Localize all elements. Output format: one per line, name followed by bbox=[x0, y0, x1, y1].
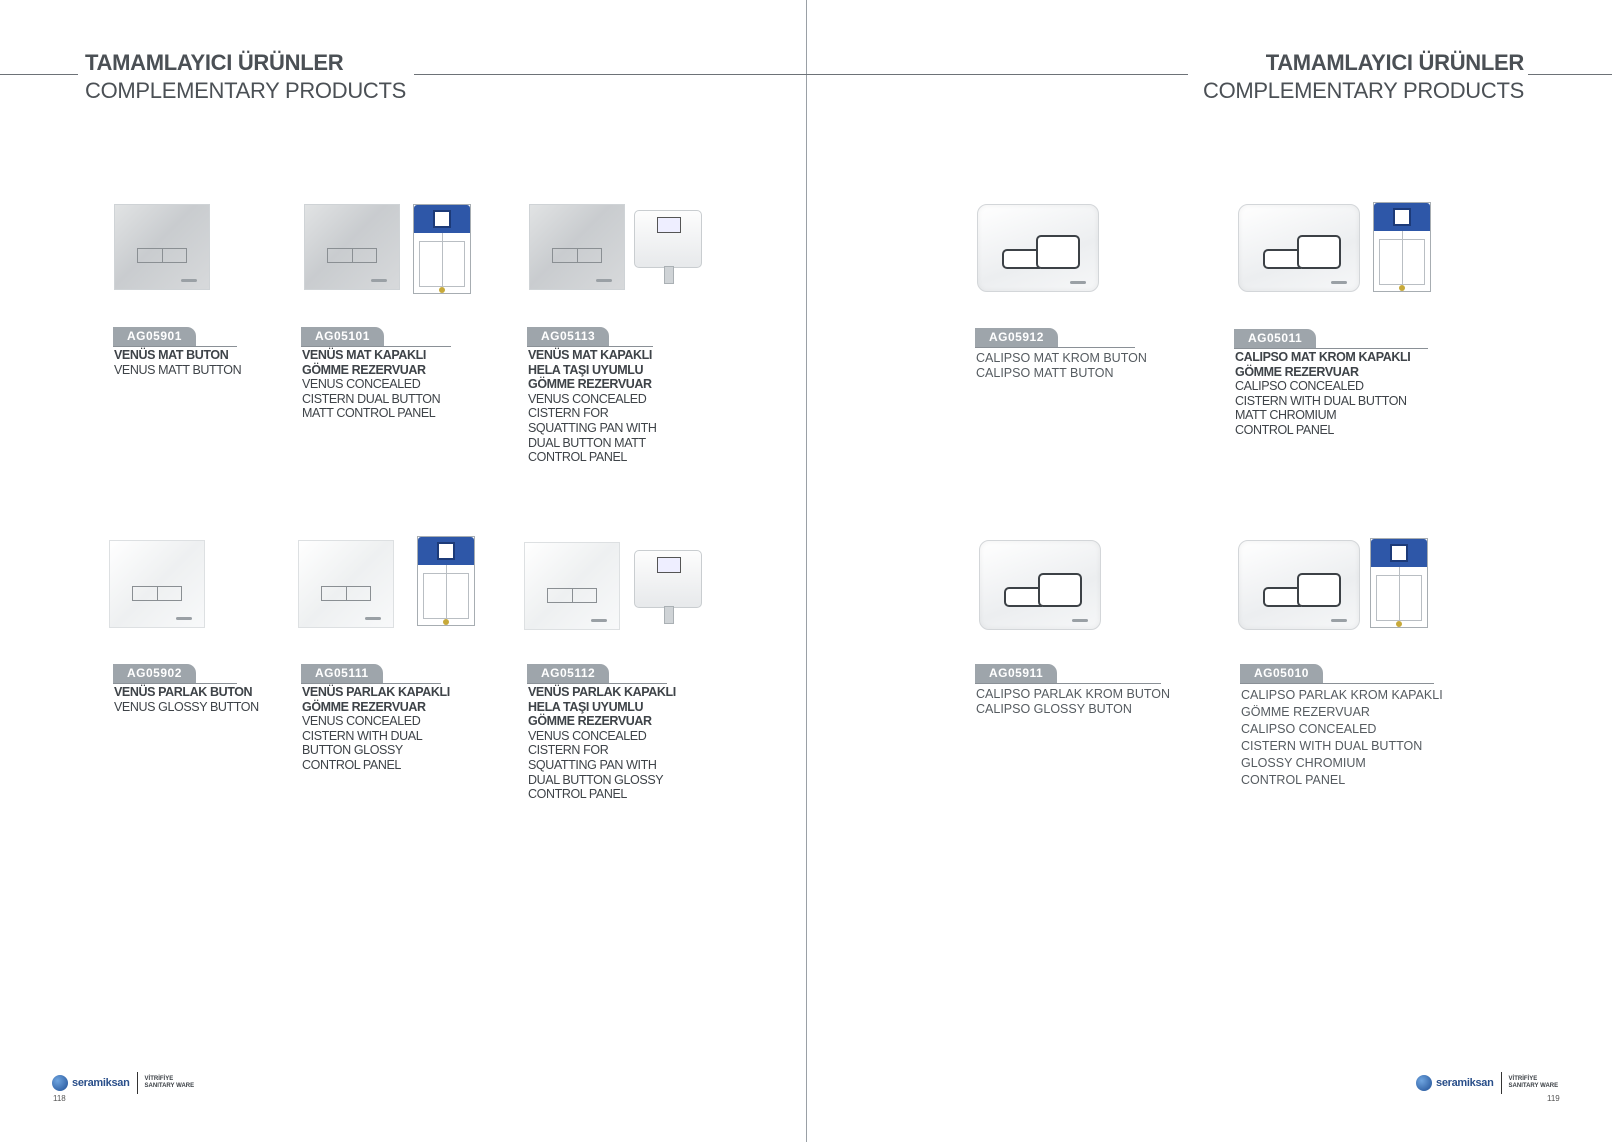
concealed-cistern-frame-image bbox=[1370, 538, 1428, 628]
code-underline bbox=[975, 683, 1161, 684]
calipso-glossy-plate-image bbox=[979, 540, 1101, 630]
product-code-badge: AG05112 bbox=[527, 664, 609, 683]
page-title: TAMAMLAYICI ÜRÜNLER bbox=[85, 50, 344, 75]
right-page bbox=[806, 0, 1612, 1142]
code-underline bbox=[301, 683, 441, 684]
code-underline bbox=[113, 346, 237, 347]
product-code-badge: AG05010 bbox=[1240, 664, 1323, 683]
calipso-matt-plate-image bbox=[977, 204, 1099, 292]
page-number-right: 119 bbox=[1547, 1094, 1560, 1103]
product-description: CALIPSO PARLAK KROM BUTON CALIPSO GLOSSY BUTON bbox=[976, 687, 1171, 716]
venus-matt-plate-image bbox=[114, 204, 210, 290]
product-code-badge: AG05911 bbox=[975, 664, 1057, 683]
product-description: CALIPSO MAT KROM BUTON CALIPSO MATT BUTON bbox=[976, 351, 1147, 380]
brand-sub-line2: SANITARY WARE bbox=[1508, 1083, 1559, 1089]
product-description: CALIPSO MAT KROM KAPAKLI GÖMME REZERVUAR CALIPSO CONCEALED CISTERN WITH DUAL BUTTON MATT CHROMIUM CONTROL PANEL bbox=[1235, 350, 1411, 437]
page-subtitle: COMPLEMENTARY PRODUCTS bbox=[1202, 78, 1524, 103]
brand-name: seramiksan bbox=[1436, 1077, 1494, 1089]
code-underline bbox=[975, 347, 1135, 348]
header-rule-left bbox=[806, 74, 1188, 75]
concealed-cistern-frame-image bbox=[417, 536, 475, 626]
product-description: VENÜS PARLAK BUTON VENUS GLOSSY BUTTON bbox=[114, 685, 259, 714]
product-code-badge: AG05902 bbox=[113, 664, 196, 683]
code-underline bbox=[527, 346, 653, 347]
page-number-left: 118 bbox=[53, 1094, 66, 1103]
product-code-badge: AG05912 bbox=[975, 328, 1058, 347]
brand-globe-icon bbox=[52, 1075, 68, 1091]
product-code-badge: AG05111 bbox=[301, 664, 383, 683]
product-description: VENÜS PARLAK KAPAKLI GÖMME REZERVUAR VENUS CONCEALED CISTERN WITH DUAL BUTTON GLOSSY CONTROL PANEL bbox=[302, 685, 450, 772]
page-subtitle: COMPLEMENTARY PRODUCTS bbox=[85, 78, 407, 103]
calipso-matt-plate-image bbox=[1238, 204, 1360, 292]
squatting-cistern-image bbox=[634, 210, 702, 286]
product-code-badge: AG05113 bbox=[527, 327, 609, 346]
code-underline bbox=[1234, 348, 1428, 349]
product-code-badge: AG05011 bbox=[1234, 329, 1316, 348]
header-rule-right bbox=[414, 74, 806, 75]
code-underline bbox=[527, 683, 667, 684]
product-description: CALIPSO PARLAK KROM KAPAKLI GÖMME REZERVUAR CALIPSO CONCEALED CISTERN WITH DUAL BUTTON GLOSSY CHROMIUM CONTROL PANEL bbox=[1241, 688, 1443, 787]
brand-sub-line1: VİTRİFİYE bbox=[1508, 1076, 1538, 1082]
header-rule-right bbox=[1528, 74, 1612, 75]
brand-name: seramiksan bbox=[72, 1077, 130, 1089]
concealed-cistern-frame-image bbox=[413, 204, 471, 294]
brand-logo bbox=[52, 1072, 194, 1094]
code-underline bbox=[1240, 683, 1434, 684]
venus-glossy-plate-image bbox=[109, 540, 205, 628]
venus-glossy-plate-image bbox=[298, 540, 394, 628]
product-description: VENÜS MAT BUTON VENUS MATT BUTTON bbox=[114, 348, 242, 377]
concealed-cistern-frame-image bbox=[1373, 202, 1431, 292]
product-description: VENÜS PARLAK KAPAKLI HELA TAŞI UYUMLU GÖMME REZERVUAR VENUS CONCEALED CISTERN FOR SQUATTING PAN WITH DUAL BUTTON GLOSSY CONTROL PANEL bbox=[528, 685, 676, 802]
code-underline bbox=[113, 683, 237, 684]
venus-matt-plate-image bbox=[304, 204, 400, 290]
product-description: VENÜS MAT KAPAKLI GÖMME REZERVUAR VENUS CONCEALED CISTERN DUAL BUTTON MATT CONTROL PANEL bbox=[302, 348, 441, 421]
product-description: VENÜS MAT KAPAKLI HELA TAŞI UYUMLU GÖMME REZERVUAR VENUS CONCEALED CISTERN FOR SQUATTING PAN WITH DUAL BUTTON MATT CONTROL PANEL bbox=[528, 348, 657, 465]
venus-glossy-plate-image bbox=[524, 542, 620, 630]
brand-globe-icon bbox=[1416, 1075, 1432, 1091]
calipso-glossy-plate-image bbox=[1238, 540, 1360, 630]
squatting-cistern-image bbox=[634, 550, 702, 626]
product-code-badge: AG05101 bbox=[301, 327, 384, 346]
page-title: TAMAMLAYICI ÜRÜNLER bbox=[1265, 50, 1524, 75]
brand-sub-line2: SANITARY WARE bbox=[144, 1083, 195, 1089]
brand-sub-line1: VİTRİFİYE bbox=[144, 1076, 174, 1082]
venus-matt-plate-image bbox=[529, 204, 625, 290]
brand-logo bbox=[1416, 1072, 1558, 1094]
header-rule-left bbox=[0, 74, 78, 75]
product-code-badge: AG05901 bbox=[113, 327, 196, 346]
code-underline bbox=[301, 346, 451, 347]
